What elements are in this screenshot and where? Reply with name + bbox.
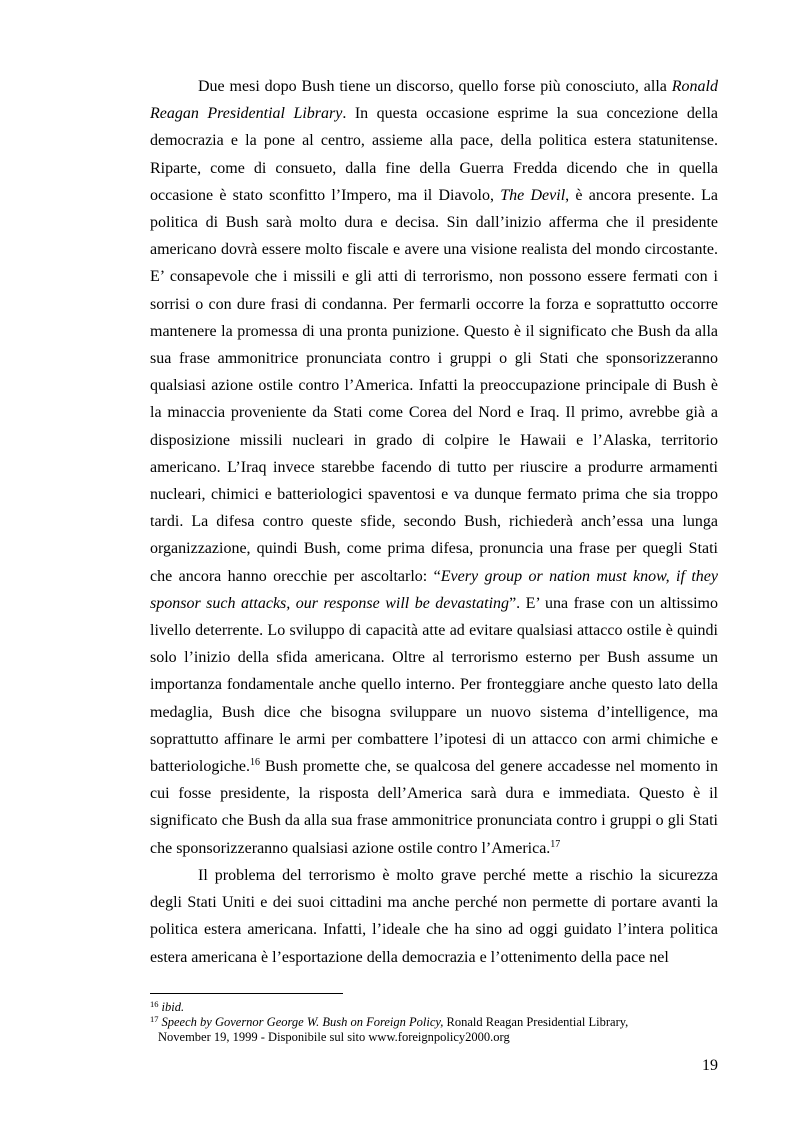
- footnote-17: [150, 1015, 718, 1030]
- footnote-ref-16[interactable]: 16: [249, 757, 260, 769]
- footnote-ref-17[interactable]: 17: [550, 838, 561, 850]
- footnotes: [150, 1000, 718, 1045]
- paragraph-1-text-c: , è ancora presente. La politica di Bush sarà molto dura e decisa. Sin dall’inizio afferma che il presidente americano dovrà essere molto fiscale e avere una visione realista del mondo circostante. E’ consapevole che i missili e gli atti di terrorismo, non possono essere fermati con i sorrisi o con dure frasi di condanna. Per fermarli occorre la forza e soprattutto occorre mantenere la promessa di una pronta punizione. Questo è il significato che Bush da alla sua frase ammonitrice pronunciata contro i gruppi o gli Stati che sponsorizzeranno qualsiasi azione ostile contro l’America. Infatti la preoccupazione principale di Bush è la minaccia proveniente da Stati come Corea del Nord e Iraq. Il primo, avrebbe già a disposizione missili nucleari in grado di colpire le Hawaii e l’Alaska, territorio americano. L’Iraq invece starebbe facendo di tutto per riuscire a produrre armamenti nucleari, chimici e batteriologici spaventosi e va dunque fermato prima che sia troppo tardi. La difesa contro queste sfide, secondo Bush, richiederà anch’essa una lunga organizzazione, quindi Bush, come prima difesa, pronuncia una frase per quegli Stati che ancora hanno orecchie per ascoltarlo: “: [150, 186, 718, 585]
- paragraph-1-text-b: . In questa occasione esprime la sua concezione della democrazia e la pone al centro, assieme alla pace, della politica estera statunitense. Riparte, come di consueto, dalla fine della Guerra Fredda dicendo che in quella occasione è stato sconfitto l’Impero, ma il Diavolo,: [150, 105, 718, 204]
- bush-quote-italic: Every group or nation must know, if they sponsor such attacks, our response will be devastating: [150, 567, 718, 612]
- footnote-17-continuation: [150, 1030, 718, 1045]
- the-devil-italic: The Devil: [500, 186, 566, 204]
- paragraph-1-text-a: Due mesi dopo Bush tiene un discorso, quello forse più conosciuto, alla: [198, 78, 672, 95]
- footnote-17-source: Ronald Reagan Presidential Library,: [443, 1015, 629, 1029]
- paragraph-2-text: Il problema del terrorismo è molto grave perché mette a rischio la sicurezza degli Stati Uniti e dei suoi cittadini ma anche perché non permette di portare avanti la politica estera americana. Infatti, l’ideale che ha sino ad oggi guidato l’intera politica estera americana è l’esportazione della democrazia e l’ottenimento della pace nel: [150, 866, 718, 966]
- page-number: 19: [702, 1057, 718, 1074]
- footnote-16-number: 16: [150, 999, 159, 1009]
- footnote-17-number: 17: [150, 1014, 159, 1024]
- body-text: [150, 73, 718, 971]
- paragraph-1: [150, 73, 718, 862]
- library-name-italic: Ronald Reagan Presidential Library: [150, 78, 718, 123]
- footnote-17-availability: November 19, 1999 - Disponibile sul sito www.foreignpolicy2000.org: [158, 1030, 510, 1044]
- paragraph-1-text-e: Bush promette che, se qualcosa del genere accadesse nel momento in cui fosse presidente, la risposta dell’America sarà dura e immediata. Questo è il significato che Bush da alla sua frase ammonitrice pronunciata contro i gruppi o gli Stati che sponsorizzeranno qualsiasi azione ostile contro l’America.: [150, 758, 718, 857]
- footnote-separator: [150, 993, 343, 994]
- paragraph-1-text-d: ”. E’ una frase con un altissimo livello deterrente. Lo sviluppo di capacità atte ad evitare qualsiasi attacco ostile è quindi solo l’inizio della sfida americana. Oltre al terrorismo esterno per Bush assume un importanza fondamentale anche quello interno. Per fronteggiare anche questo lato della medaglia, Bush dice che bisogna sviluppare un nuovo sistema d’intelligence, ma soprattutto affinare le armi per combattere l’ipotesi di un attacco con armi chimiche e batteriologiche.: [150, 594, 719, 776]
- footnote-16-text: ibid.: [161, 1000, 185, 1014]
- footnote-16: [150, 1000, 718, 1015]
- footnote-17-title: Speech by Governor George W. Bush on Foreign Policy,: [161, 1015, 444, 1029]
- paragraph-2: [150, 862, 718, 971]
